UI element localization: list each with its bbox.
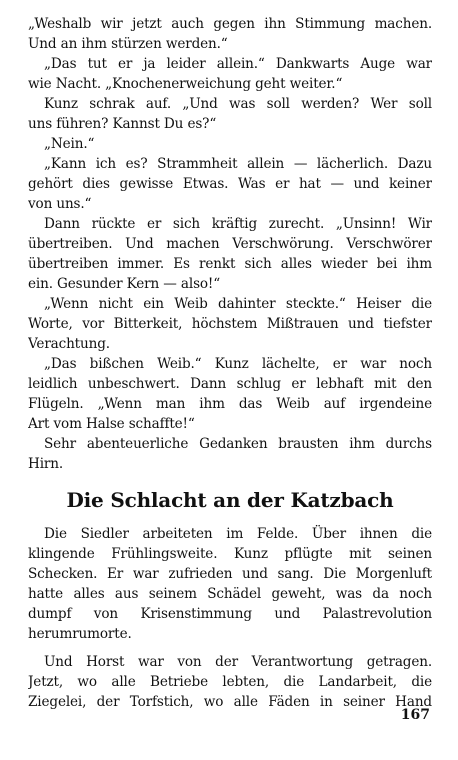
text-line: Und Horst war von der Verantwortung getragen. <box>44 654 432 670</box>
paragraph-1 <box>28 524 432 644</box>
text-line: Worte, vor Bitterkeit, höchstem Mißtrauen und tiefster <box>28 316 432 332</box>
text-line: hatte alles aus seinem Schädel geweht, was da noch <box>28 586 432 602</box>
text-line: Jetzt, wo alle Betriebe lebten, die Landarbeit, die <box>28 674 432 690</box>
text-line: gehört dies gewisse Etwas. Was er hat — und keiner <box>28 176 432 192</box>
page-number: 167 <box>400 707 430 723</box>
text-line: dumpf von Krisenstimmung und Palastrevolution <box>28 606 432 622</box>
text-line: „Das bißchen Weib.“ Kunz lächelte, er war noch <box>44 356 432 372</box>
paragraph-2 <box>28 652 432 712</box>
text-line: übertreiben immer. Es renkt sich alles wieder bei ihm <box>28 256 432 272</box>
text-line: Dann rückte er sich kräftig zurecht. „Unsinn! Wir <box>44 216 432 232</box>
text-line: leidlich unbeschwert. Dann schlug er lebhaft mit den <box>28 376 432 392</box>
chapter-heading: Die Schlacht an der Katzbach <box>66 488 394 512</box>
text-line: „Weshalb wir jetzt auch gegen ihn Stimmung machen. <box>28 16 432 32</box>
text-line: Hirn. <box>28 456 64 472</box>
text-block-upper <box>28 14 432 474</box>
text-line: Ziegelei, der Torfstich, wo alle Fäden in seiner Hand <box>28 694 432 710</box>
text-line: Und an ihm stürzen werden.“ <box>28 36 228 52</box>
text-line: Die Siedler arbeiteten im Felde. Über ihnen die <box>44 526 432 542</box>
text-line: klingende Frühlingsweite. Kunz pflügte mit seinen <box>28 546 432 562</box>
paragraph-gap <box>28 644 432 652</box>
text-line: Kunz schrak auf. „Und was soll werden? Wer soll <box>44 96 432 112</box>
text-line: Sehr abenteuerliche Gedanken brausten ihm durchs <box>44 436 432 452</box>
text-line: „Das tut er ja leider allein.“ Dankwarts Auge war <box>44 56 432 72</box>
text-line: übertreiben. Und machen Verschwörung. Verschwörer <box>28 236 432 252</box>
text-line: „Nein.“ <box>44 136 95 152</box>
text-block-lower <box>28 524 432 712</box>
text-line: ein. Gesunder Kern — also!“ <box>28 276 221 292</box>
text-line: wie Nacht. „Knochenerweichung geht weiter.“ <box>28 76 343 92</box>
text-line: herumrumorte. <box>28 626 132 642</box>
text-line: „Kann ich es? Strammheit allein — lächerlich. Dazu <box>44 156 432 172</box>
text-line: Art vom Halse schaffte!“ <box>28 416 195 432</box>
text-line: Verachtung. <box>28 336 110 352</box>
text-line: „Wenn nicht ein Weib dahinter steckte.“ Heiser die <box>44 296 432 312</box>
text-line: Schecken. Er war zufrieden und sang. Die Morgenluft <box>28 566 432 582</box>
text-line: von uns.“ <box>28 196 92 212</box>
text-line: Flügeln. „Wenn man ihm das Weib auf irgendeine <box>28 396 432 412</box>
text-line: uns führen? Kannst Du es?“ <box>28 116 217 132</box>
